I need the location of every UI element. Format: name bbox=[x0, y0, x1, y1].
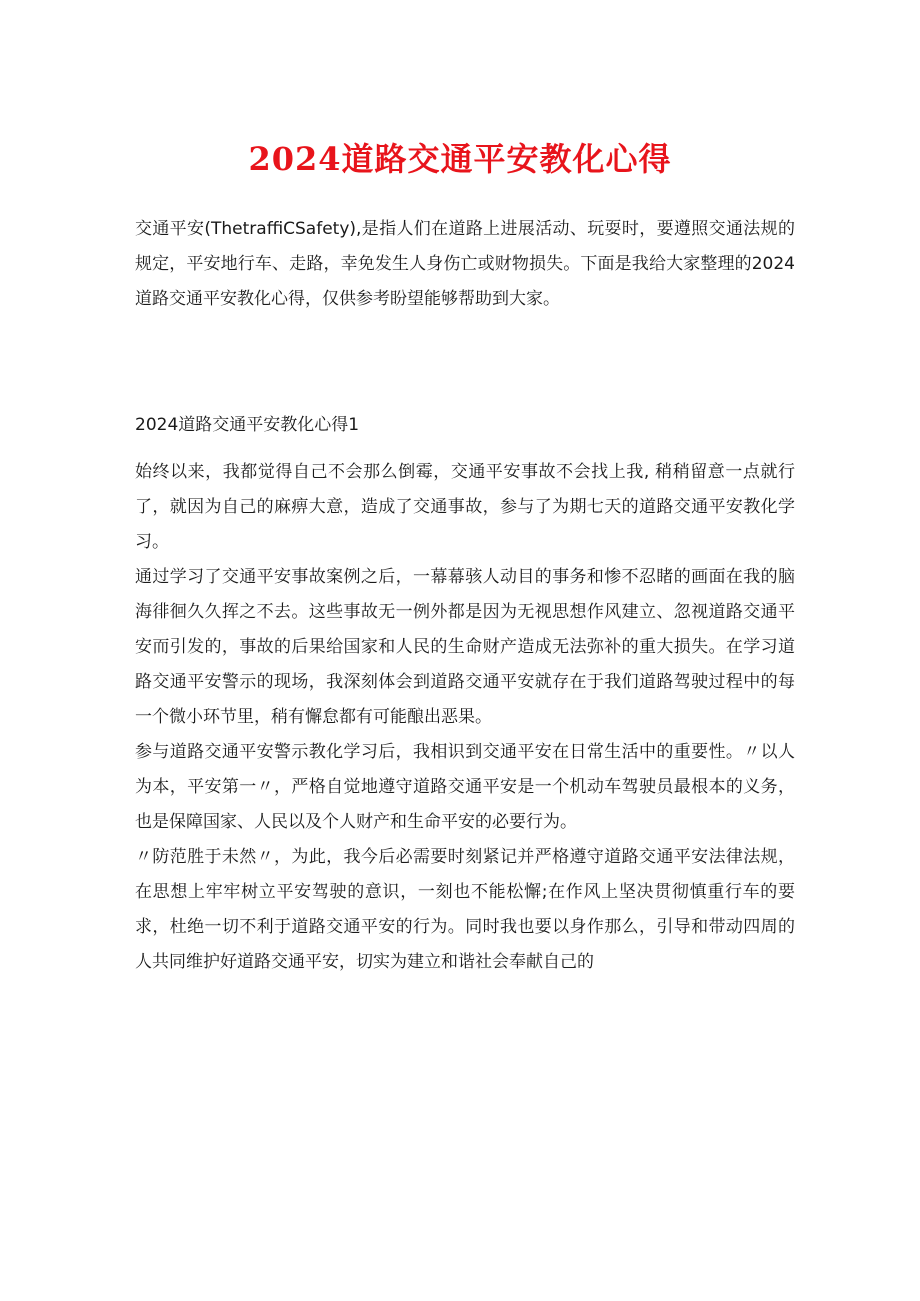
body-paragraph: 〃防范胜于未然〃，为此，我今后必需要时刻紧记并严格遵守道路交通平安法律法规，在思想上牢牢树立平安驾驶的意识，一刻也不能松懈;在作风上坚决贯彻慎重行车的要求，杜绝一切不利于道路交通平安的行为。同时我也要以身作那么，引导和带动四周的人共同维护好道路交通平安，切实为建立和谐社会奉献自己的 bbox=[135, 847, 795, 972]
body-paragraph: 通过学习了交通平安事故案例之后，一幕幕骇人动目的事务和惨不忍睹的画面在我的脑海徘徊久久挥之不去。这些事故无一例外都是因为无视思想作风建立、忽视道路交通平安而引发的，事故的后果给国家和人民的生命财产造成无法弥补的重大损失。在学习道路交通平安警示的现场，我深刻体会到道路交通平安就存在于我们道路驾驶过程中的每一个微小环节里，稍有懈怠都有可能酿出恶果。 bbox=[135, 567, 795, 727]
document-title: 2024道路交通平安教化心得 bbox=[248, 140, 672, 178]
body-paragraph: 参与道路交通平安警示教化学习后，我相识到交通平安在日常生活中的重要性。〃以人为本，平安第一〃，严格自觉地遵守道路交通平安是一个机动车驾驶员最根本的义务，也是保障国家、人民以及个人财产和生命平安的必要行为。 bbox=[135, 742, 795, 832]
intro-block bbox=[135, 212, 795, 317]
section-body bbox=[135, 455, 795, 980]
body-paragraph: 始终以来，我都觉得自己不会那么倒霉，交通平安事故不会找上我, 稍稍留意一点就行了，就因为自己的麻痹大意，造成了交通事故，参与了为期七天的道路交通平安教化学习。 bbox=[135, 462, 795, 552]
intro-paragraph: 交通平安(ThetraffiCSafety),是指人们在道路上进展活动、玩耍时，要遵照交通法规的规定，平安地行车、走路，幸免发生人身伤亡或财物损失。下面是我给大家整理的2024道路交通平安教化心得，仅供参考盼望能够帮助到大家。 bbox=[135, 219, 795, 309]
section-heading: 2024道路交通平安教化心得1 bbox=[135, 415, 360, 435]
